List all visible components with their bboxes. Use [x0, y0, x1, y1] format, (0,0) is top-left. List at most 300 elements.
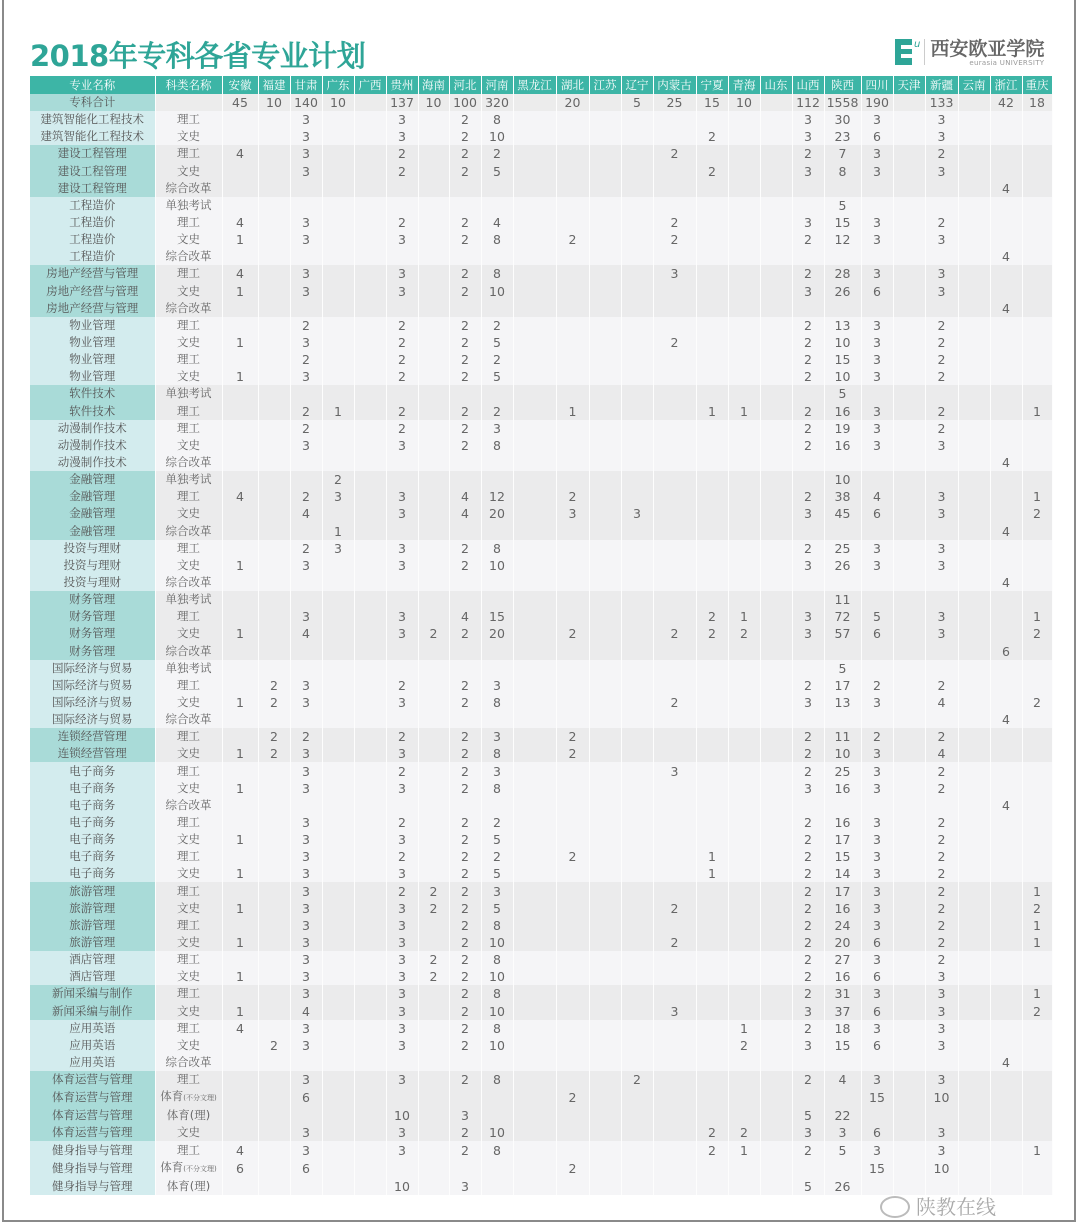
quota-cell: [958, 660, 990, 677]
quota-cell: [621, 334, 653, 351]
quota-cell: [258, 180, 290, 197]
quota-cell: 1: [696, 848, 728, 865]
quota-cell: [386, 711, 418, 728]
quota-cell: [653, 660, 696, 677]
quota-cell: 1: [222, 557, 258, 574]
table-row: [30, 728, 1052, 745]
quota-cell: [222, 1178, 258, 1195]
quota-cell: 3: [861, 163, 893, 180]
quota-cell: [990, 831, 1022, 848]
quota-cell: 3: [386, 865, 418, 882]
quota-cell: [696, 523, 728, 540]
quota-cell: [513, 557, 556, 574]
quota-cell: [354, 111, 386, 128]
quota-cell: [621, 934, 653, 951]
quota-cell: 3: [290, 917, 322, 934]
quota-cell: [760, 608, 792, 625]
quota-cell: [1022, 385, 1052, 402]
quota-cell: [322, 625, 354, 642]
quota-cell: 3: [861, 231, 893, 248]
header-province: 广东: [322, 76, 354, 94]
quota-cell: 2: [386, 814, 418, 831]
quota-cell: 3: [290, 694, 322, 711]
quota-cell: [728, 643, 760, 660]
quota-cell: [513, 351, 556, 368]
quota-cell: 5: [481, 865, 513, 882]
quota-cell: [760, 163, 792, 180]
quota-cell: 2: [792, 317, 824, 334]
quota-cell: [513, 111, 556, 128]
quota-cell: [696, 677, 728, 694]
quota-cell: [481, 660, 513, 677]
quota-cell: 3: [386, 951, 418, 968]
quota-cell: 42: [990, 94, 1022, 111]
table-row: [30, 1002, 1052, 1019]
quota-cell: [386, 454, 418, 471]
quota-cell: 3: [386, 694, 418, 711]
category-name: 理工: [155, 882, 222, 899]
category-name: 文史: [155, 557, 222, 574]
major-name: 工程造价: [30, 231, 155, 248]
table-row: [30, 1037, 1052, 1054]
quota-cell: [354, 917, 386, 934]
quota-cell: [990, 660, 1022, 677]
quota-cell: [1022, 540, 1052, 557]
quota-cell: [354, 728, 386, 745]
quota-cell: 2: [728, 625, 760, 642]
quota-cell: [990, 368, 1022, 385]
quota-cell: 17: [824, 831, 861, 848]
quota-cell: [258, 1020, 290, 1037]
quota-cell: 2: [449, 900, 481, 917]
quota-cell: 2: [792, 403, 824, 420]
quota-cell: [481, 1178, 513, 1195]
quota-cell: [322, 831, 354, 848]
quota-cell: [893, 163, 925, 180]
quota-cell: [222, 1088, 258, 1107]
quota-cell: [513, 94, 556, 111]
quota-cell: 10: [824, 471, 861, 488]
quota-cell: [653, 677, 696, 694]
category-name: 理工: [155, 111, 222, 128]
quota-cell: [893, 917, 925, 934]
quota-cell: [354, 660, 386, 677]
quota-cell: [1022, 437, 1052, 454]
quota-cell: [354, 128, 386, 145]
quota-cell: [696, 985, 728, 1002]
quota-cell: [893, 951, 925, 968]
quota-cell: 6: [861, 283, 893, 300]
table-row: [30, 540, 1052, 557]
quota-cell: [556, 265, 589, 282]
quota-cell: [728, 1054, 760, 1071]
quota-cell: [513, 1054, 556, 1071]
quota-cell: [990, 745, 1022, 762]
quota-cell: 2: [481, 351, 513, 368]
table-row: [30, 900, 1052, 917]
quota-cell: [589, 848, 621, 865]
quota-cell: [322, 1107, 354, 1124]
table-row: [30, 625, 1052, 642]
quota-cell: 2: [653, 625, 696, 642]
quota-cell: [449, 660, 481, 677]
quota-cell: [589, 1124, 621, 1141]
quota-cell: [958, 1124, 990, 1141]
quota-cell: [728, 1071, 760, 1088]
quota-cell: [418, 437, 449, 454]
quota-cell: [290, 385, 322, 402]
quota-cell: 2: [792, 762, 824, 779]
quota-cell: [354, 865, 386, 882]
quota-cell: [290, 711, 322, 728]
quota-cell: [621, 814, 653, 831]
quota-cell: [760, 865, 792, 882]
quota-cell: [958, 591, 990, 608]
quota-cell: [696, 745, 728, 762]
header-province: 辽宁: [621, 76, 653, 94]
quota-cell: [925, 660, 958, 677]
quota-cell: [760, 471, 792, 488]
table-row: [30, 1107, 1052, 1124]
quota-cell: 3: [290, 934, 322, 951]
quota-cell: [513, 437, 556, 454]
quota-cell: [653, 574, 696, 591]
category-name: 理工: [155, 317, 222, 334]
quota-cell: 8: [481, 745, 513, 762]
quota-cell: [222, 882, 258, 899]
quota-cell: [556, 831, 589, 848]
quota-cell: [1022, 231, 1052, 248]
quota-cell: [792, 300, 824, 317]
quota-cell: [418, 745, 449, 762]
quota-cell: 2: [449, 214, 481, 231]
quota-cell: [728, 265, 760, 282]
quota-cell: [861, 385, 893, 402]
quota-cell: 2: [418, 625, 449, 642]
quota-cell: [1022, 1037, 1052, 1054]
quota-cell: [513, 797, 556, 814]
quota-cell: 3: [925, 1141, 958, 1158]
quota-cell: [728, 180, 760, 197]
quota-cell: 3: [290, 848, 322, 865]
quota-cell: 5: [824, 1141, 861, 1158]
quota-cell: [481, 797, 513, 814]
quota-cell: [696, 951, 728, 968]
quota-cell: 2: [792, 1141, 824, 1158]
table-row: [30, 968, 1052, 985]
quota-cell: [322, 145, 354, 162]
quota-cell: [589, 728, 621, 745]
quota-cell: 10: [418, 94, 449, 111]
quota-cell: [222, 591, 258, 608]
quota-cell: [958, 951, 990, 968]
quota-cell: 2: [792, 848, 824, 865]
quota-cell: [958, 283, 990, 300]
quota-cell: 3: [290, 762, 322, 779]
quota-cell: [893, 643, 925, 660]
quota-cell: [990, 848, 1022, 865]
quota-cell: [258, 265, 290, 282]
quota-cell: [958, 711, 990, 728]
quota-cell: [653, 1071, 696, 1088]
quota-cell: [792, 471, 824, 488]
quota-cell: [1022, 1020, 1052, 1037]
quota-cell: 4: [449, 488, 481, 505]
quota-cell: 2: [418, 900, 449, 917]
quota-cell: [354, 1020, 386, 1037]
quota-cell: 4: [990, 574, 1022, 591]
quota-cell: [354, 1107, 386, 1124]
quota-cell: 3: [861, 900, 893, 917]
quota-cell: [354, 1124, 386, 1141]
quota-cell: [760, 917, 792, 934]
quota-cell: [386, 471, 418, 488]
quota-cell: [322, 1178, 354, 1195]
quota-cell: [290, 660, 322, 677]
quota-cell: [696, 214, 728, 231]
quota-cell: [728, 334, 760, 351]
quota-cell: [556, 797, 589, 814]
quota-cell: [556, 660, 589, 677]
quota-cell: [258, 1178, 290, 1195]
quota-cell: [258, 505, 290, 522]
quota-cell: [990, 471, 1022, 488]
quota-cell: [760, 814, 792, 831]
quota-cell: [696, 1037, 728, 1054]
header-province: 河北: [449, 76, 481, 94]
quota-cell: [513, 677, 556, 694]
quota-cell: [653, 368, 696, 385]
quota-cell: [760, 1037, 792, 1054]
quota-cell: [556, 591, 589, 608]
quota-cell: 3: [290, 882, 322, 899]
quota-cell: [290, 1054, 322, 1071]
category-name: 体育(不分文理): [155, 1088, 222, 1107]
quota-cell: [653, 420, 696, 437]
category-name: 单独考试: [155, 660, 222, 677]
major-name: 电子商务: [30, 831, 155, 848]
quota-cell: [589, 625, 621, 642]
quota-cell: 20: [481, 625, 513, 642]
quota-cell: [653, 882, 696, 899]
quota-cell: [418, 1088, 449, 1107]
quota-cell: 10: [824, 334, 861, 351]
quota-cell: [653, 557, 696, 574]
quota-cell: [354, 180, 386, 197]
quota-cell: [556, 557, 589, 574]
quota-cell: [354, 540, 386, 557]
quota-cell: [556, 814, 589, 831]
quota-cell: 2: [792, 728, 824, 745]
quota-cell: 3: [290, 557, 322, 574]
quota-cell: [696, 540, 728, 557]
quota-cell: 3: [925, 163, 958, 180]
quota-cell: [893, 728, 925, 745]
quota-cell: [322, 197, 354, 214]
quota-cell: [728, 660, 760, 677]
quota-cell: [449, 797, 481, 814]
quota-cell: 1: [1022, 985, 1052, 1002]
quota-cell: [925, 248, 958, 265]
quota-cell: 2: [386, 762, 418, 779]
quota-cell: [861, 248, 893, 265]
quota-cell: 2: [792, 814, 824, 831]
quota-cell: [322, 591, 354, 608]
quota-cell: 8: [481, 985, 513, 1002]
major-name: 健身指导与管理: [30, 1178, 155, 1195]
quota-cell: [418, 283, 449, 300]
quota-cell: [958, 214, 990, 231]
quota-cell: [418, 334, 449, 351]
quota-cell: 15: [861, 1088, 893, 1107]
quota-cell: 2: [925, 351, 958, 368]
quota-cell: [990, 865, 1022, 882]
category-name: 文史: [155, 745, 222, 762]
category-name: 理工: [155, 951, 222, 968]
quota-cell: [792, 797, 824, 814]
quota-cell: [589, 814, 621, 831]
quota-cell: [760, 557, 792, 574]
quota-cell: [696, 934, 728, 951]
quota-cell: [621, 677, 653, 694]
table-row: [30, 265, 1052, 282]
quota-cell: [696, 334, 728, 351]
quota-cell: 3: [386, 985, 418, 1002]
quota-cell: [893, 265, 925, 282]
quota-cell: [621, 163, 653, 180]
quota-cell: [621, 128, 653, 145]
quota-cell: [728, 437, 760, 454]
quota-cell: 8: [481, 951, 513, 968]
table-row: [30, 608, 1052, 625]
quota-cell: [354, 797, 386, 814]
header-province: 陕西: [824, 76, 861, 94]
major-name: 健身指导与管理: [30, 1159, 155, 1178]
quota-cell: [1022, 1159, 1052, 1178]
quota-cell: 2: [449, 145, 481, 162]
quota-cell: [728, 968, 760, 985]
quota-cell: [958, 231, 990, 248]
table-row: [30, 762, 1052, 779]
quota-cell: 2: [386, 145, 418, 162]
major-name: 电子商务: [30, 797, 155, 814]
table-row: [30, 745, 1052, 762]
quota-cell: [258, 882, 290, 899]
quota-cell: 8: [481, 1071, 513, 1088]
quota-cell: [354, 317, 386, 334]
quota-cell: [556, 1124, 589, 1141]
quota-cell: [990, 1159, 1022, 1178]
quota-cell: 2: [792, 677, 824, 694]
major-name: 投资与理财: [30, 540, 155, 557]
quota-cell: [696, 814, 728, 831]
logo-e-icon: [895, 39, 912, 65]
quota-cell: [589, 300, 621, 317]
quota-cell: 2: [418, 951, 449, 968]
quota-cell: [958, 677, 990, 694]
quota-cell: [513, 145, 556, 162]
quota-cell: [893, 317, 925, 334]
header-province: 广西: [354, 76, 386, 94]
quota-cell: [696, 420, 728, 437]
quota-cell: [728, 368, 760, 385]
category-name: 综合改革: [155, 1054, 222, 1071]
quota-cell: 8: [481, 111, 513, 128]
quota-cell: 3: [925, 985, 958, 1002]
quota-cell: 5: [481, 368, 513, 385]
quota-cell: [958, 780, 990, 797]
quota-cell: [418, 985, 449, 1002]
quota-cell: 25: [824, 762, 861, 779]
quota-cell: 2: [386, 334, 418, 351]
quota-cell: [925, 197, 958, 214]
quota-cell: 10: [481, 1002, 513, 1019]
quota-cell: 10: [728, 94, 760, 111]
category-name: 文史: [155, 831, 222, 848]
quota-cell: [418, 814, 449, 831]
quota-cell: [258, 300, 290, 317]
quota-cell: 3: [861, 1071, 893, 1088]
quota-cell: [322, 1088, 354, 1107]
quota-cell: 8: [481, 917, 513, 934]
quota-cell: [418, 780, 449, 797]
quota-cell: [589, 505, 621, 522]
quota-cell: [653, 1178, 696, 1195]
quota-cell: [354, 677, 386, 694]
quota-cell: [222, 1124, 258, 1141]
major-name: 财务管理: [30, 625, 155, 642]
quota-cell: [824, 1159, 861, 1178]
quota-cell: [696, 1054, 728, 1071]
quota-cell: 2: [925, 814, 958, 831]
quota-cell: [418, 317, 449, 334]
quota-cell: [893, 540, 925, 557]
quota-cell: [513, 762, 556, 779]
quota-cell: 15: [481, 608, 513, 625]
quota-cell: [861, 711, 893, 728]
quota-cell: [696, 780, 728, 797]
quota-cell: 3: [290, 231, 322, 248]
quota-cell: [621, 694, 653, 711]
quota-cell: 15: [861, 1159, 893, 1178]
quota-cell: 3: [792, 1002, 824, 1019]
quota-cell: [1022, 523, 1052, 540]
quota-cell: [290, 300, 322, 317]
quota-cell: 10: [481, 1124, 513, 1141]
quota-cell: 3: [386, 900, 418, 917]
header-province: 湖北: [556, 76, 589, 94]
quota-cell: [556, 420, 589, 437]
major-name: 国际经济与贸易: [30, 677, 155, 694]
quota-cell: [418, 111, 449, 128]
quota-cell: 4: [990, 523, 1022, 540]
quota-cell: [258, 848, 290, 865]
quota-cell: [760, 1178, 792, 1195]
category-note: (不分文理): [183, 1164, 217, 1173]
quota-cell: [925, 574, 958, 591]
quota-cell: [696, 454, 728, 471]
quota-cell: [696, 882, 728, 899]
quota-cell: 3: [861, 745, 893, 762]
table-row: [30, 574, 1052, 591]
quota-cell: [290, 591, 322, 608]
quota-cell: [222, 1037, 258, 1054]
quota-cell: 1: [222, 625, 258, 642]
quota-cell: [589, 660, 621, 677]
quota-cell: [958, 454, 990, 471]
quota-cell: [728, 745, 760, 762]
quota-cell: [513, 968, 556, 985]
